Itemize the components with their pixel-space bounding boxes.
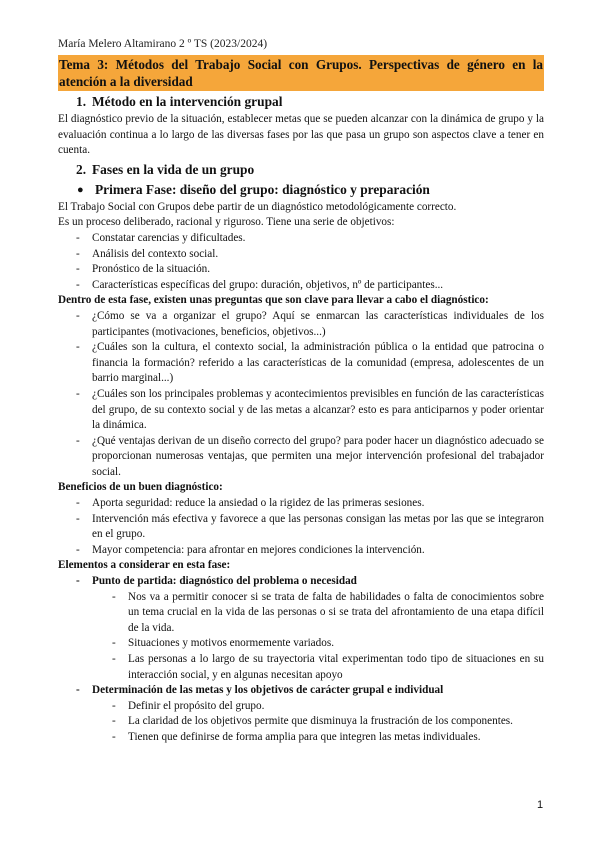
section-number: 1.: [76, 94, 87, 109]
list-item: - Análisis del contexto social.: [58, 247, 544, 263]
list-item: - Intervención más efectiva y favorece a que las personas consigan las metas por las que se integraron en el grupo.: [58, 512, 544, 543]
paragraph-method: El diagnóstico previo de la situación, establecer metas que se pueden alcanzar con la dinámica de grupo y la evaluación continua a lo largo de las diversas fases por las que pasa un grupo son aspectos clave a tener en cuenta.: [58, 113, 544, 157]
bullet-icon: ●: [77, 183, 84, 196]
list-item: - ¿Qué ventajas derivan de un diseño correcto del grupo? para poder hacer un diagnóstico adecuado se proporcionan numerosas ventajas, que permiten una mejor intervención profesional del trabajador social.: [58, 434, 544, 481]
list-item: - ¿Cuáles son la cultura, el contexto social, la administración pública o la entidad que patrocina o financia la formación? referido a las características de la comunidad (empresa, adolescentes de un barrio marginal...): [58, 340, 544, 387]
questions-list: [58, 309, 544, 481]
section-number: 2.: [76, 161, 87, 177]
goals-sublist: [58, 699, 544, 746]
elements-list: [58, 574, 544, 590]
page-title: Tema 3: Métodos del Trabajo Social con Grupos. Perspectivas de género en la atención a la diversidad: [59, 57, 543, 89]
list-item: - Tienen que definirse de forma amplia para que integren las metas individuales.: [58, 730, 544, 746]
list-item: - Situaciones y motivos enormemente variados.: [58, 636, 544, 652]
section-heading-method: [58, 93, 544, 111]
list-item: - Definir el propósito del grupo.: [58, 699, 544, 715]
section-heading-phases: [58, 161, 544, 179]
list-item: - Características específicas del grupo: duración, objetivos, nº de participantes...: [58, 278, 544, 294]
objectives-list: [58, 231, 544, 293]
element-goals: [58, 683, 544, 699]
list-item: - ¿Cuáles son los principales problemas y acontecimientos previsibles en función de las características del grupo, de su contexto social y de las metas a alcanzar? esto es para anticiparnos y poder orientar la dinámica.: [58, 387, 544, 434]
starting-point-sublist: [58, 590, 544, 684]
list-item: - ¿Cómo se va a organizar el grupo? Aquí se enmarcan las características individuales de los participantes (motivaciones, beneficios, objetivos...): [58, 309, 544, 340]
list-item: - Constatar carencias y dificultades.: [58, 231, 544, 247]
benefits-list: [58, 496, 544, 558]
list-item: - Nos va a permitir conocer si se trata de falta de habilidades o falta de conocimientos sobre un tema crucial en la vida de las personas o si se trata del afrontamiento de una etapa difícil de la vida.: [58, 590, 544, 637]
list-item: - La claridad de los objetivos permite que disminuya la frustración de los componentes.: [58, 714, 544, 730]
benefits-heading: Beneficios de un buen diagnóstico:: [58, 481, 223, 494]
section-heading-text: Método en la intervención grupal: [92, 94, 283, 109]
subsection-heading-text: Primera Fase: diseño del grupo: diagnóstico y preparación: [95, 181, 430, 197]
element-label: Determinación de las metas y los objetivos de carácter grupal e individual: [92, 684, 444, 697]
elements-list-2: [58, 683, 544, 699]
subsection-heading-first-phase: [58, 181, 544, 199]
paragraph-diagnosis: El Trabajo Social con Grupos debe partir de un diagnóstico metodológicamente correcto.: [58, 200, 457, 213]
section-heading-text: Fases en la vida de un grupo: [92, 161, 255, 177]
page-number: 1: [537, 799, 544, 811]
paragraph-process: Es un proceso deliberado, racional y riguroso. Tiene una serie de objetivos:: [58, 216, 395, 229]
document-body: [58, 55, 544, 746]
questions-heading: Dentro de esta fase, existen unas preguntas que son clave para llevar a cabo el diagnóstico:: [58, 294, 489, 307]
page-header: María Melero Altamirano 2 º TS (2023/2024): [58, 38, 268, 50]
element-label: Punto de partida: diagnóstico del problema o necesidad: [92, 575, 357, 588]
list-item: - Las personas a lo largo de su trayectoria vital experimentan todo tipo de situaciones en su interacción social, y en algunas necesitan apoyo: [58, 652, 544, 683]
list-item: - Aporta seguridad: reduce la ansiedad o la rigidez de las primeras sesiones.: [58, 496, 544, 512]
list-item: - Pronóstico de la situación.: [58, 262, 544, 278]
element-starting-point: [58, 574, 544, 590]
list-item: - Mayor competencia: para afrontar en mejores condiciones la intervención.: [58, 543, 544, 559]
elements-heading: Elementos a considerar en esta fase:: [58, 559, 231, 572]
